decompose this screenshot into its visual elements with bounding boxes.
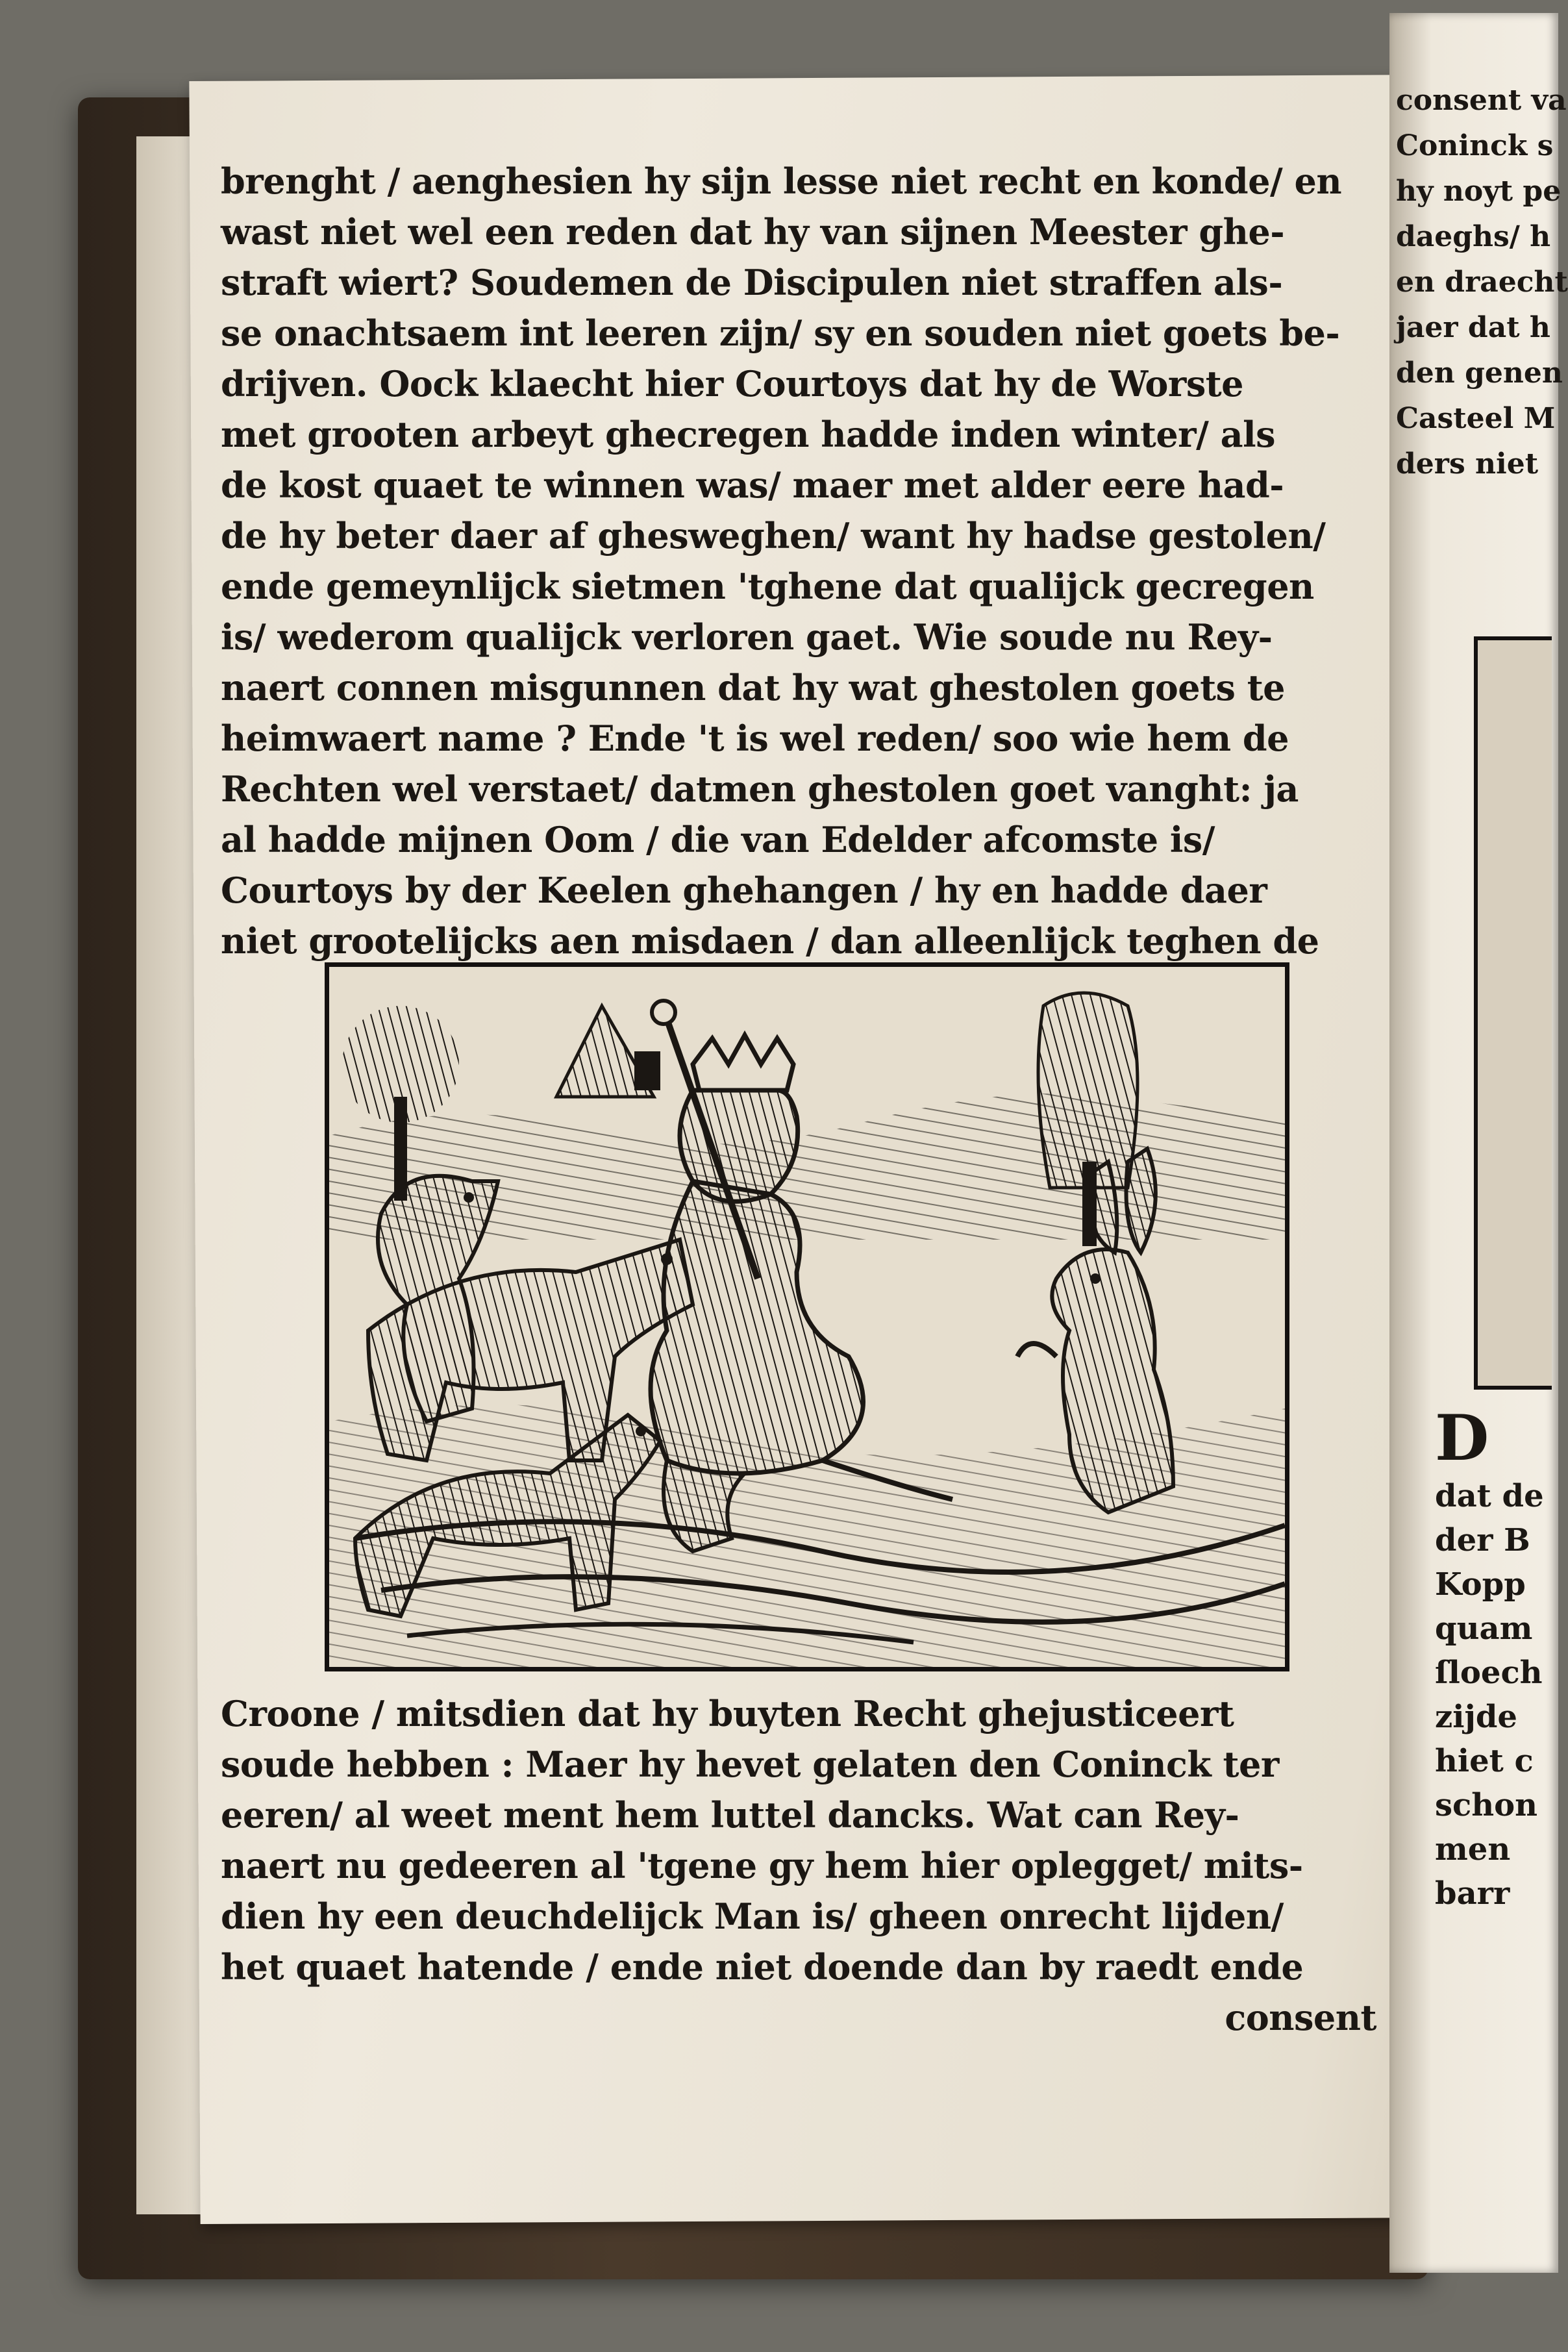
text-line: is/ wederom qualijck verloren gaet. Wie soude nu Rey- bbox=[221, 616, 1273, 658]
text-line: schon bbox=[1435, 1787, 1538, 1823]
text-line: zijde bbox=[1435, 1699, 1517, 1735]
text-line: Croone / mitsdien dat hy buyten Recht ghejusticeert bbox=[221, 1693, 1234, 1734]
lower-text-block bbox=[221, 1688, 1376, 2043]
text-line: Casteel M bbox=[1396, 402, 1556, 435]
text-line: naert connen misgunnen dat hy wat ghestolen goets te bbox=[221, 667, 1286, 708]
text-line: het quaet hatende / ende niet doende dan by raedt ende bbox=[221, 1946, 1304, 1988]
text-line: ſloech bbox=[1435, 1655, 1543, 1691]
text-line: dat de bbox=[1435, 1478, 1544, 1514]
text-line: hy noyt pe bbox=[1396, 175, 1562, 208]
text-line: met grooten arbeyt ghecregen hadde inden winter/ als bbox=[221, 414, 1276, 455]
text-line: ende gemeynlijck sietmen 'tghene dat qualijck gecregen bbox=[221, 566, 1314, 607]
right-page-woodcut bbox=[1474, 636, 1552, 1390]
text-line: den genen bbox=[1396, 357, 1563, 390]
woodcut-illustration bbox=[325, 962, 1289, 1671]
text-line: jaer dat h bbox=[1396, 311, 1550, 344]
text-line: de hy beter daer af ghesweghen/ want hy hadse gestolen/ bbox=[221, 515, 1326, 557]
text-line: al hadde mijnen Oom / die van Edelder afcomste is/ bbox=[221, 819, 1215, 860]
upper-text-block bbox=[221, 156, 1376, 966]
text-line: daeghs/ h bbox=[1396, 220, 1551, 253]
text-line: straft wiert? Soudemen de Discipulen niet straffen als- bbox=[221, 262, 1283, 303]
text-line: Rechten wel verstaet/ datmen ghestolen goet vanght: ja bbox=[221, 768, 1299, 810]
text-line: wast niet wel een reden dat hy van sijnen Meester ghe- bbox=[221, 211, 1285, 253]
text-line: Coninck s bbox=[1396, 129, 1554, 162]
text-line: brenght / aenghesien hy sijn lesse niet recht en konde/ en bbox=[221, 160, 1342, 202]
text-line: quam bbox=[1435, 1610, 1533, 1647]
text-line: soude hebben : Maer hy hevet gelaten den Coninck ter bbox=[221, 1744, 1279, 1785]
text-line: Kopp bbox=[1435, 1566, 1526, 1603]
text-line: eeren/ al weet ment hem luttel dancks. Wat can Rey- bbox=[221, 1794, 1239, 1836]
catchword: consent bbox=[1225, 1997, 1376, 2038]
right-page-lower-text bbox=[1435, 1401, 1544, 1916]
text-line: hiet c bbox=[1435, 1743, 1534, 1779]
text-line: der B bbox=[1435, 1522, 1530, 1558]
text-line: niet grootelijcks aen misdaen / dan alleenlijck teghen de bbox=[221, 920, 1319, 962]
text-line: naert nu gedeeren al 'tgene gy hem hier oplegget/ mits- bbox=[221, 1845, 1303, 1886]
right-page-upper-text bbox=[1396, 78, 1568, 487]
text-line: drijven. Oock klaecht hier Courtoys dat hy de Worste bbox=[221, 363, 1244, 405]
text-line: Courtoys by der Keelen ghehangen / hy en hadde daer bbox=[221, 869, 1267, 911]
text-line: ders niet bbox=[1396, 447, 1539, 481]
text-line: dien hy een deuchdelijck Man is/ gheen onrecht lijden/ bbox=[221, 1895, 1284, 1937]
text-line: de kost quaet te winnen was/ maer met alder eere had- bbox=[221, 464, 1284, 506]
text-line: consent va bbox=[1396, 84, 1567, 117]
text-line: se onachtsaem int leeren zijn/ sy en souden niet goets be- bbox=[221, 312, 1340, 354]
text-line: en draecht bbox=[1396, 266, 1568, 299]
drop-cap: D bbox=[1435, 1401, 1489, 1475]
text-line: heimwaert name ? Ende 't is wel reden/ soo wie hem de bbox=[221, 718, 1289, 759]
text-line: men bbox=[1435, 1831, 1511, 1868]
text-line: barr bbox=[1435, 1875, 1510, 1912]
